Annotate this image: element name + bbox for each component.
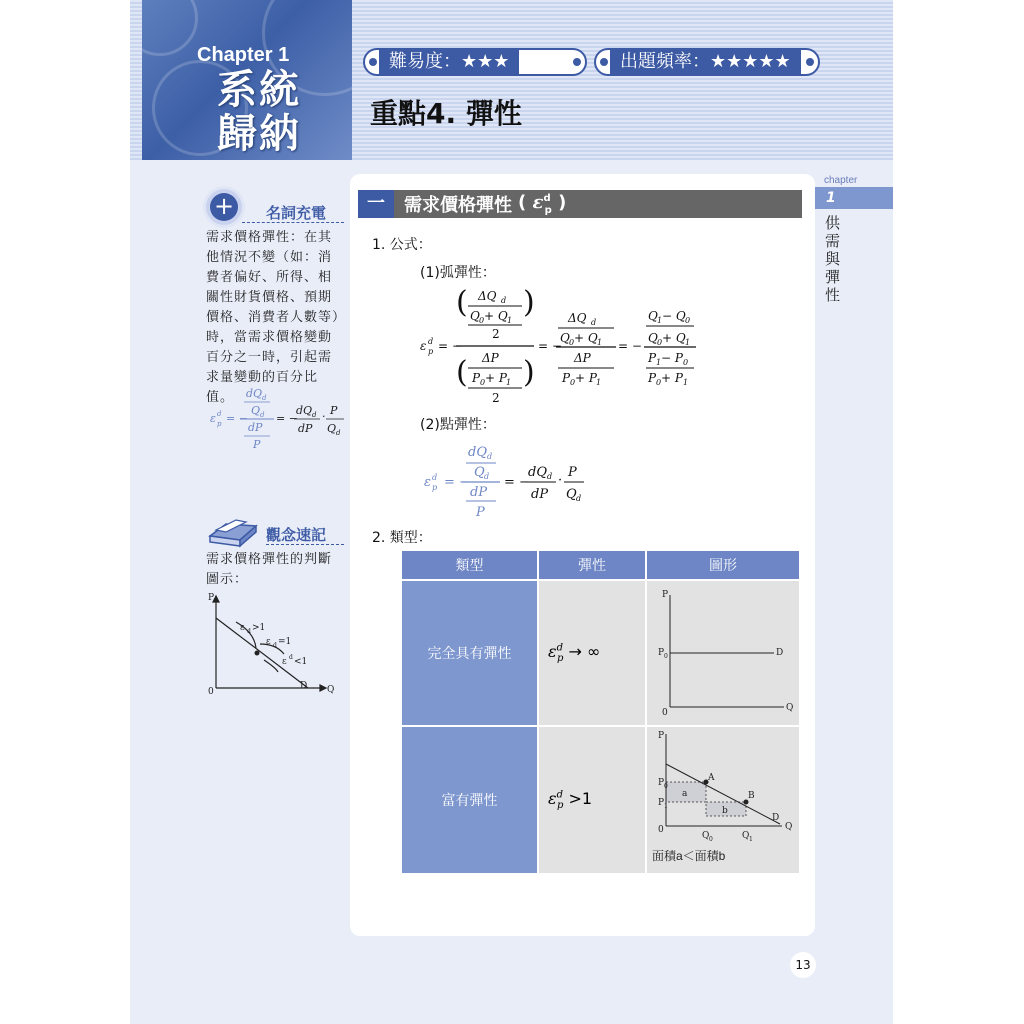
svg-text:Q: Q: [474, 465, 485, 480]
area-a-label: a: [682, 789, 688, 799]
svg-text:d: d: [260, 411, 265, 419]
graph-cell: [646, 726, 800, 874]
svg-text:1: 1: [683, 378, 689, 387]
concept-text: 需求價格彈性的判斷圖示：: [206, 552, 333, 587]
svg-text:+ Q: + Q: [574, 331, 598, 345]
svg-text:2: 2: [492, 391, 500, 405]
table-row: [401, 726, 800, 874]
svg-text:1: 1: [685, 338, 691, 347]
elastic-label: ε: [240, 623, 245, 633]
demand-label: D: [300, 681, 308, 691]
svg-text:0: 0: [685, 316, 691, 325]
svg-text:p: p: [428, 347, 434, 356]
svg-text:+ P: + P: [661, 371, 683, 385]
svg-text:P: P: [472, 371, 481, 385]
inelastic-sub: d: [289, 654, 293, 661]
svg-text:= −: = −: [276, 412, 298, 425]
sidebar-formula: [206, 384, 346, 454]
svg-text:d: d: [336, 429, 341, 437]
svg-text:1: 1: [749, 836, 753, 843]
side-tab-label: chapter: [824, 175, 858, 186]
svg-text:= −: = −: [438, 339, 462, 353]
svg-text:P: P: [253, 438, 261, 451]
axis-p-label: P: [658, 731, 665, 741]
svg-text:d: d: [428, 337, 434, 346]
elasticity-table: [400, 549, 801, 875]
svg-text:d: d: [591, 318, 597, 327]
unit-rel: =1: [278, 637, 292, 647]
svg-text:= −: = −: [444, 475, 470, 490]
elastic-sub: d: [247, 628, 251, 635]
axis-q-label: Q: [786, 703, 794, 713]
concept-heading: 觀念速記: [266, 526, 327, 544]
svg-text:ΔP: ΔP: [482, 351, 499, 365]
svg-text:): ): [523, 285, 535, 320]
svg-text:dQ: dQ: [246, 387, 263, 400]
elasticity-diagram: [206, 588, 336, 698]
svg-text:1: 1: [656, 358, 662, 367]
svg-text:d: d: [547, 472, 553, 481]
svg-text:+ Q: + Q: [484, 309, 508, 323]
section-symbol: ( $\varepsilon^d_p$ ): [518, 192, 567, 216]
svg-text:dP: dP: [298, 422, 313, 435]
svg-text:P: P: [568, 465, 577, 480]
table-row: [401, 580, 800, 726]
bullet-icon: [573, 58, 581, 66]
origin-label: 0: [208, 687, 214, 697]
svg-text:2: 2: [492, 327, 500, 341]
svg-text:d: d: [487, 452, 493, 461]
svg-text:·: ·: [322, 410, 326, 423]
bullet-icon: [600, 58, 608, 66]
svg-text:1: 1: [507, 316, 513, 325]
svg-text:+ Q: + Q: [662, 331, 686, 345]
svg-text:ΔP: ΔP: [574, 351, 591, 365]
svg-text:1: 1: [596, 378, 602, 387]
svg-text:(: (: [456, 285, 468, 320]
svg-text:d: d: [262, 394, 267, 402]
svg-text:0: 0: [709, 836, 713, 843]
item-formula: 1. 公式：: [372, 237, 432, 253]
inelastic-label: ε: [282, 657, 287, 667]
svg-text:d: d: [432, 473, 438, 482]
svg-text:Q: Q: [742, 831, 750, 841]
area-caption: 面積a＜面積b: [652, 849, 726, 863]
svg-text:P: P: [658, 798, 665, 808]
svg-text:p: p: [432, 483, 438, 492]
elasticity-cell: $\varepsilon^d_p >1$: [538, 726, 646, 874]
svg-text:d: d: [312, 411, 317, 419]
svg-text:0: 0: [479, 316, 485, 325]
svg-text:0: 0: [480, 378, 486, 387]
svg-text:0: 0: [569, 338, 575, 347]
svg-text:Q: Q: [648, 309, 658, 323]
arc-heading: (1)弧彈性：: [420, 265, 496, 281]
svg-text:ΔQ: ΔQ: [478, 289, 497, 303]
svg-text:1: 1: [597, 338, 603, 347]
svg-text:dQ: dQ: [528, 465, 547, 480]
svg-text:P: P: [648, 371, 657, 385]
svg-text:Q: Q: [560, 331, 570, 345]
axis-q-label: Q: [785, 822, 793, 832]
point-b-label: B: [748, 791, 755, 801]
svg-text:): ): [523, 355, 535, 390]
item-types: 2. 類型：: [372, 530, 432, 546]
point-formula: [418, 436, 598, 522]
section-number: 一: [358, 190, 394, 218]
svg-text:ε: ε: [210, 412, 216, 425]
glossary-text: 需求價格彈性：在其他情況不變（如：消費者偏好、所得、相關性財貨價格、預期價格、消費者人數等）時，當需求價格變動百分之一時，引起需求量變動的百分比值。: [206, 230, 340, 405]
axis-p-label: P: [662, 590, 669, 600]
svg-text:1: 1: [664, 803, 668, 810]
demand-label: D: [772, 813, 780, 823]
svg-text:p: p: [217, 420, 222, 428]
origin-label: 0: [658, 825, 664, 835]
section-title: 需求價格彈性: [404, 195, 512, 216]
col-graph-header: 圖形: [646, 550, 800, 580]
svg-text:dQ: dQ: [468, 445, 487, 460]
origin-label: 0: [662, 708, 668, 718]
svg-text:Q: Q: [251, 404, 261, 417]
svg-text:dP: dP: [470, 485, 488, 500]
point-heading: (2)點彈性：: [420, 417, 496, 433]
axis-q-label: Q: [327, 685, 335, 695]
svg-text:0: 0: [570, 378, 576, 387]
side-tab-text: 供需與彈性: [825, 214, 841, 304]
svg-text:(: (: [456, 355, 468, 390]
svg-text:d: d: [484, 472, 490, 481]
page: [130, 0, 893, 1024]
svg-text:P: P: [330, 404, 338, 417]
unit-sub: d: [273, 642, 277, 649]
axis-p-label: P: [208, 593, 215, 603]
svg-text:+ P: + P: [485, 371, 507, 385]
elasticity-cell: $\varepsilon^d_p$ → ∞: [538, 580, 646, 726]
divider: [242, 222, 344, 224]
svg-text:·: ·: [558, 473, 563, 488]
frequency-text: 出題頻率：★★★★★: [610, 50, 801, 74]
svg-text:Q: Q: [327, 422, 337, 435]
frequency-badge: [594, 48, 820, 76]
section-bar: [358, 190, 802, 218]
svg-text:= −: = −: [504, 475, 530, 490]
svg-text:0: 0: [683, 358, 689, 367]
svg-text:+ P: + P: [575, 371, 597, 385]
plus-icon: +: [210, 193, 238, 221]
elasticity-value: >1: [568, 788, 593, 808]
col-type-header: 類型: [401, 550, 538, 580]
divider: [266, 544, 344, 546]
svg-text:P: P: [476, 505, 485, 520]
svg-text:d: d: [501, 296, 507, 305]
area-b-label: b: [722, 806, 728, 816]
svg-text:0: 0: [656, 378, 662, 387]
point-a-label: A: [708, 773, 715, 783]
key-title: 重點4. 彈性: [370, 97, 522, 130]
elasticity-value: → ∞: [568, 641, 601, 661]
arc-formula: [418, 284, 698, 410]
difficulty-text: 難易度：★★★: [379, 50, 519, 74]
glossary-heading: 名詞充電: [266, 204, 327, 222]
unit-label: ε: [266, 637, 271, 647]
svg-text:P: P: [648, 351, 657, 365]
svg-text:Q: Q: [566, 487, 577, 502]
type-cell: 完全具有彈性: [401, 580, 538, 726]
svg-text:ε: ε: [424, 475, 431, 490]
bullet-icon: [806, 58, 814, 66]
svg-text:d: d: [217, 410, 222, 418]
svg-text:d: d: [576, 494, 582, 503]
p0-label: P: [658, 648, 665, 658]
svg-text:= −: = −: [226, 412, 248, 425]
svg-text:ε: ε: [420, 339, 427, 353]
chapter-title: 系統歸納: [217, 67, 301, 157]
svg-text:Q: Q: [470, 309, 480, 323]
demand-label: D: [776, 648, 784, 658]
svg-text:P: P: [562, 371, 571, 385]
svg-text:− Q: − Q: [662, 309, 686, 323]
svg-text:0: 0: [664, 783, 668, 790]
svg-text:1: 1: [657, 316, 663, 325]
svg-text:P: P: [658, 778, 665, 788]
elastic-rel: >1: [252, 623, 266, 633]
elastic-graph: [648, 728, 798, 868]
inelastic-rel: <1: [294, 657, 308, 667]
type-cell: 富有彈性: [401, 726, 538, 874]
page-number: 13: [790, 952, 816, 978]
svg-text:0: 0: [657, 338, 663, 347]
col-elasticity-header: 彈性: [538, 550, 646, 580]
chapter-label: Chapter 1: [197, 44, 290, 66]
svg-text:dQ: dQ: [296, 404, 313, 417]
svg-text:0: 0: [664, 653, 668, 660]
perfectly-elastic-graph: [648, 583, 798, 719]
graph-cell: [646, 580, 800, 726]
svg-text:= −: = −: [618, 339, 642, 353]
svg-text:= −: = −: [538, 339, 562, 353]
book-icon: [206, 516, 266, 548]
svg-text:ΔQ: ΔQ: [568, 311, 587, 325]
bullet-icon: [369, 58, 377, 66]
svg-text:dP: dP: [248, 421, 263, 434]
difficulty-badge: [363, 48, 587, 76]
svg-text:Q: Q: [648, 331, 658, 345]
svg-text:1: 1: [506, 378, 512, 387]
svg-text:dP: dP: [531, 487, 549, 502]
svg-text:Q: Q: [702, 831, 710, 841]
side-tab-number: 1: [812, 187, 893, 209]
chapter-banner: [142, 0, 352, 160]
svg-text:− P: − P: [661, 351, 683, 365]
